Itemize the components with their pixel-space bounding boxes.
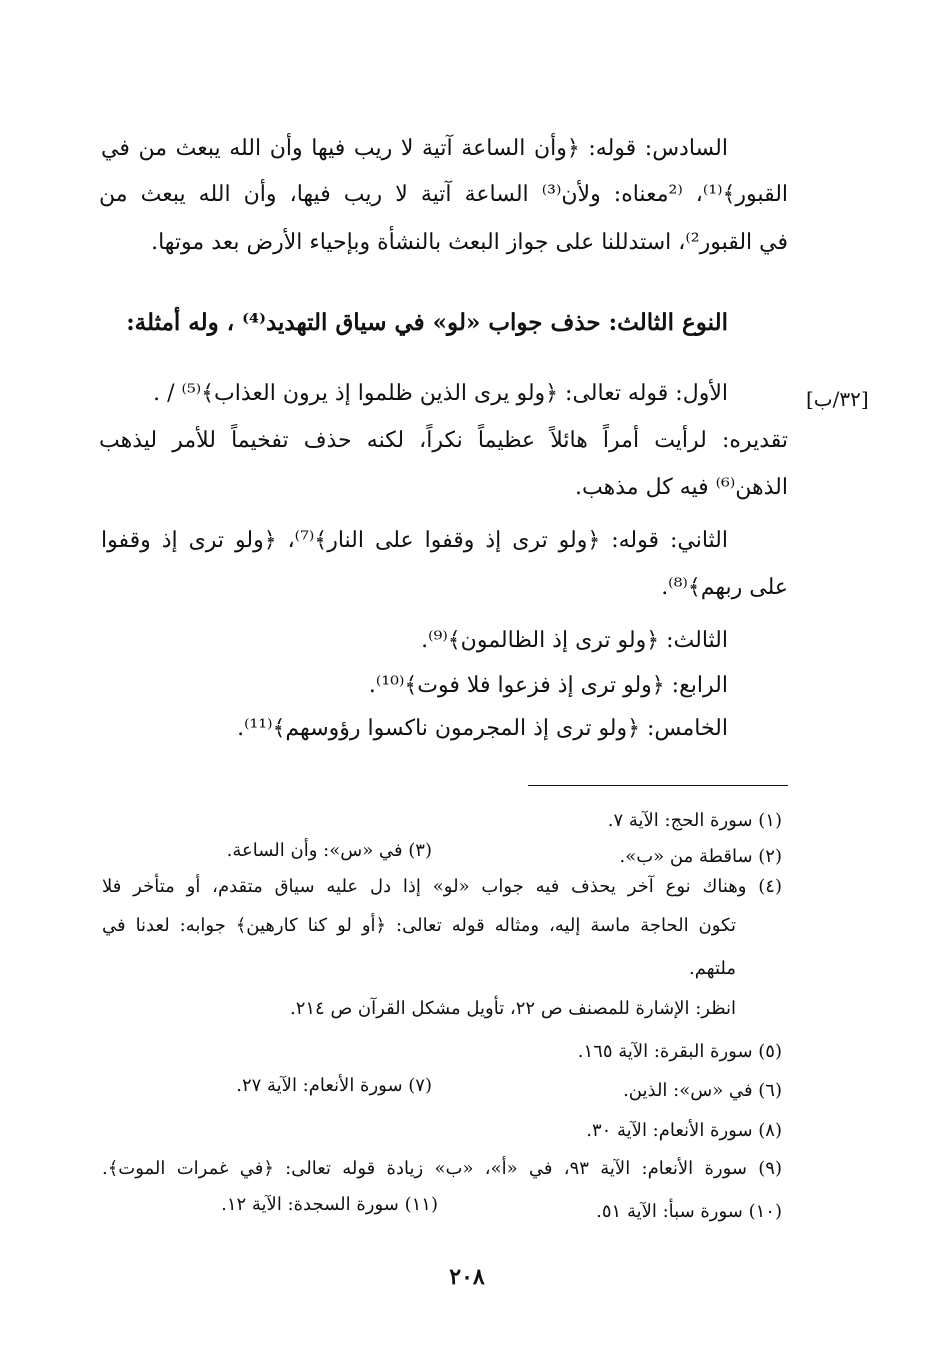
body-line: في القبور²⁾، استدللنا على جواز البعث بالنشأة وبإحياء الأرض بعد موتها. bbox=[151, 230, 788, 255]
footnote-separator bbox=[528, 785, 788, 786]
page-number: ٢٠٨ bbox=[449, 1264, 485, 1290]
footnote-4-line: تكون الحاجة ماسة إليه، ومثاله قوله تعالى: ﴿أو لو كنا كارهين﴾ جوابه: لعدنا في bbox=[102, 915, 736, 936]
footnote-9: (٩) سورة الأنعام: الآية ٩٣، في «أ»، «ب» زيادة قوله تعالى: ﴿في غمرات الموت﴾. bbox=[102, 1158, 782, 1179]
body-line: الخامس: ﴿ولو ترى إذ المجرمون ناكسوا رؤوسهم﴾⁽¹¹⁾. bbox=[237, 716, 728, 741]
footnote-2: (٢) ساقطة من «ب». bbox=[619, 846, 782, 867]
body-line: الرابع: ﴿ولو ترى إذ فزعوا فلا فوت﴾⁽¹⁰⁾. bbox=[368, 673, 728, 698]
body-line: تقديره: لرأيت أمراً هائلاً عظيماً نكراً، لكنه حذف تفخيماً للأمر ليذهب bbox=[99, 428, 788, 453]
footnote-6: (٦) في «س»: الذين. bbox=[623, 1080, 782, 1101]
footnote-4-line: ملتهم. bbox=[688, 958, 736, 979]
footnote-7: (٧) سورة الأنعام: الآية ٢٧. bbox=[236, 1075, 432, 1096]
footnote-3: (٣) في «س»: وأن الساعة. bbox=[226, 840, 432, 861]
body-line: القبور﴾⁽¹⁾، ⁽²معناه: ولأن⁽³⁾ الساعة آتية لا ريب فيها، وأن الله يبعث من bbox=[99, 182, 789, 207]
body-line: الذهن⁽⁶⁾ فيه كل مذهب. bbox=[575, 475, 788, 500]
body-line: الثاني: قوله: ﴿ولو ترى إذ وقفوا على النار﴾⁽⁷⁾، ﴿ولو ترى إذ وقفوا bbox=[101, 528, 728, 553]
footnote-4-line: (٤) وهناك نوع آخر يحذف فيه جواب «لو» إذا دل عليه سياق متقدم، أو متأخر فلا bbox=[102, 876, 782, 897]
body-line: السادس: قوله: ﴿وأن الساعة آتية لا ريب فيها وأن الله يبعث من في bbox=[101, 136, 728, 161]
footnote-11: (١١) سورة السجدة: الآية ١٢. bbox=[221, 1194, 438, 1215]
footnote-5: (٥) سورة البقرة: الآية ١٦٥. bbox=[577, 1041, 782, 1062]
body-line: على ربهم﴾⁽⁸⁾. bbox=[661, 575, 788, 600]
body-line: الثالث: ﴿ولو ترى إذ الظالمون﴾⁽⁹⁾. bbox=[421, 628, 728, 653]
footnote-4-source: انظر: الإشارة للمصنف ص ٢٢، تأويل مشكل القرآن ص ٢١٤. bbox=[289, 998, 736, 1019]
footnote-1: (١) سورة الحج: الآية ٧. bbox=[607, 810, 782, 831]
footnote-8: (٨) سورة الأنعام: الآية ٣٠. bbox=[586, 1120, 782, 1141]
footnote-10: (١٠) سورة سبأ: الآية ٥١. bbox=[596, 1201, 782, 1222]
manuscript-folio-marker: [٣٢/ب] bbox=[806, 387, 869, 411]
section-heading: النوع الثالث: حذف جواب «لو» في سياق التهديد⁽⁴⁾ ، وله أمثلة: bbox=[126, 309, 728, 336]
body-line: الأول: قوله تعالى: ﴿ولو يرى الذين ظلموا إذ يرون العذاب﴾⁽⁵⁾ / . bbox=[153, 381, 728, 406]
